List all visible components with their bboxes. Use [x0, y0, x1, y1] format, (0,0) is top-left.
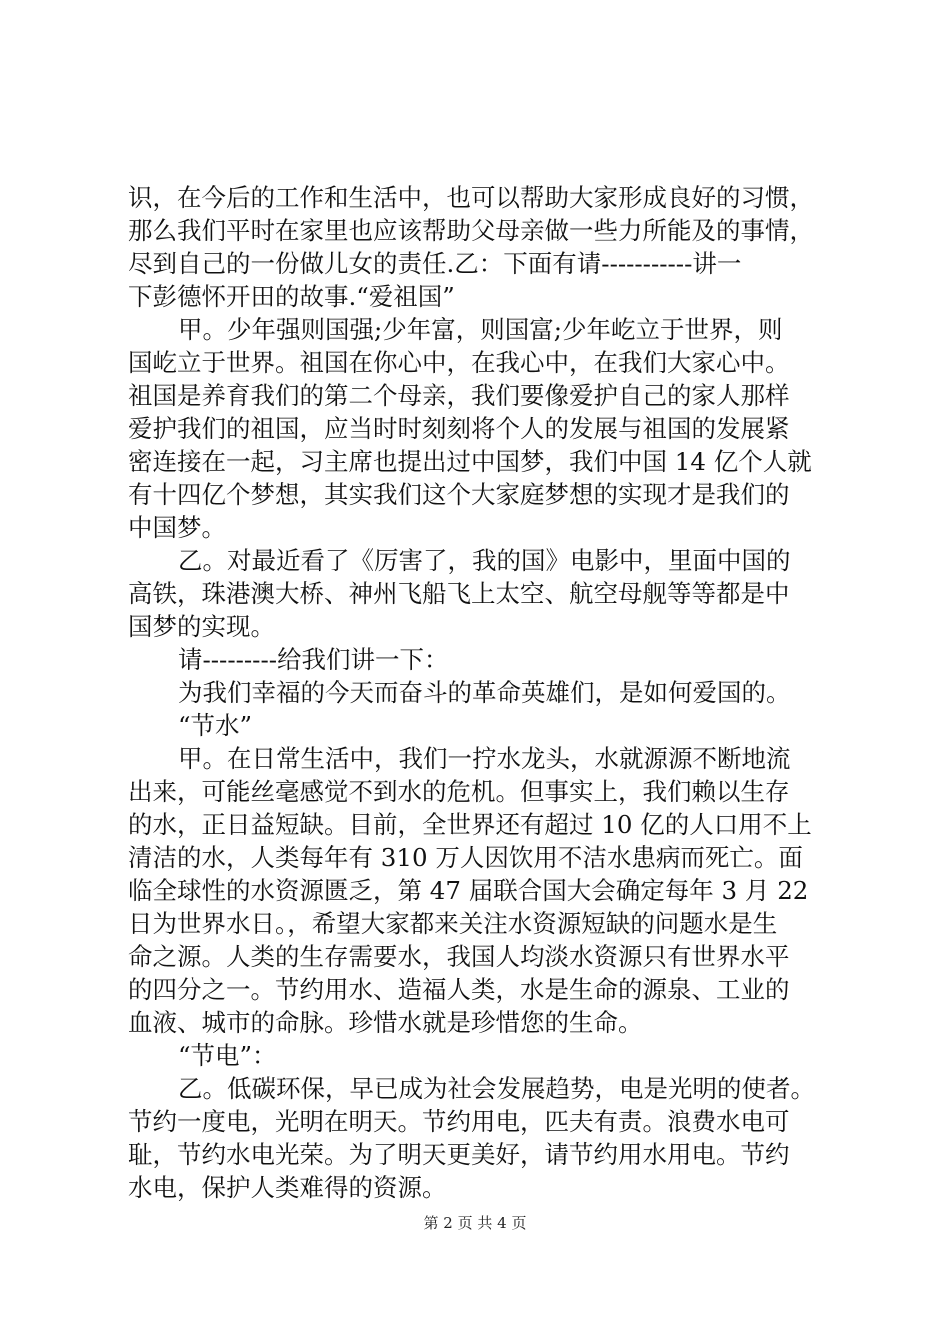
- section-heading: “节电”：: [178, 1041, 277, 1070]
- text-line: 爱护我们的祖国，应当时时刻刻将个人的发展与祖国的发展紧: [128, 414, 790, 443]
- text-line: 国屹立于世界。祖国在你心中，在我心中，在我们大家心中。: [128, 348, 790, 377]
- text-line: 祖国是养育我们的第二个母亲，我们要像爱护自己的家人那样: [128, 381, 790, 410]
- text-line: 识，在今后的工作和生活中，也可以帮助大家形成良好的习惯，: [128, 183, 814, 212]
- text-line: 国梦的实现。: [128, 612, 275, 641]
- text-line: 节约一度电，光明在明天。节约用电，匹夫有责。浪费水电可: [128, 1107, 790, 1136]
- text-line: 密连接在一起，习主席也提出过中国梦，我们中国 14 亿个人就: [128, 447, 812, 476]
- section-heading: “节水”: [178, 711, 253, 740]
- text-line: 耻，节约水电光荣。为了明天更美好，请节约用水用电。节约: [128, 1140, 790, 1169]
- text-line: 有十四亿个梦想，其实我们这个大家庭梦想的实现才是我们的: [128, 480, 790, 509]
- text-line: 临全球性的水资源匮乏，第 47 届联合国大会确定每年 3 月 22: [128, 876, 809, 905]
- text-line: 中国梦。: [128, 513, 226, 542]
- text-line: 出来，可能丝毫感觉不到水的危机。但事实上，我们赖以生存: [128, 777, 790, 806]
- text-line: 为我们幸福的今天而奋斗的革命英雄们，是如何爱国的。: [178, 678, 791, 707]
- text-line: 乙。低碳环保，早已成为社会发展趋势，电是光明的使者。: [178, 1074, 815, 1103]
- text-line: 水电，保护人类难得的资源。: [128, 1173, 447, 1202]
- text-line: 高铁，珠港澳大桥、神州飞船飞上太空、航空母舰等等都是中: [128, 579, 790, 608]
- text-line: 下彭德怀开田的故事.“爱祖国”: [128, 282, 455, 311]
- text-line: 的水，正日益短缺。目前，全世界还有超过 10 亿的人口用不上: [128, 810, 812, 839]
- text-line: 命之源。人类的生存需要水，我国人均淡水资源只有世界水平: [128, 942, 790, 971]
- page-footer: 第 2 页 共 4 页: [423, 1214, 527, 1232]
- text-line: 请---------给我们讲一下：: [178, 645, 449, 674]
- text-line: 尽到自己的一份做儿女的责任.乙：下面有请-----------讲一: [128, 249, 742, 278]
- text-line: 乙。对最近看了《厉害了，我的国》电影中，里面中国的: [178, 546, 791, 575]
- text-line: 清洁的水，人类每年有 310 万人因饮用不洁水患病而死亡。面: [128, 843, 803, 872]
- text-line: 血液、城市的命脉。珍惜水就是珍惜您的生命。: [128, 1008, 643, 1037]
- text-line: 那么我们平时在家里也应该帮助父母亲做一些力所能及的事情，: [128, 216, 814, 245]
- text-line: 日为世界水日。，希望大家都来关注水资源短缺的问题水是生: [128, 909, 778, 938]
- text-line: 甲。少年强则国强;少年富，则国富;少年屹立于世界，则: [178, 315, 783, 344]
- text-line: 甲。在日常生活中，我们一拧水龙头，水就源源不断地流: [178, 744, 791, 773]
- text-line: 的四分之一。节约用水、造福人类，水是生命的源泉、工业的: [128, 975, 790, 1004]
